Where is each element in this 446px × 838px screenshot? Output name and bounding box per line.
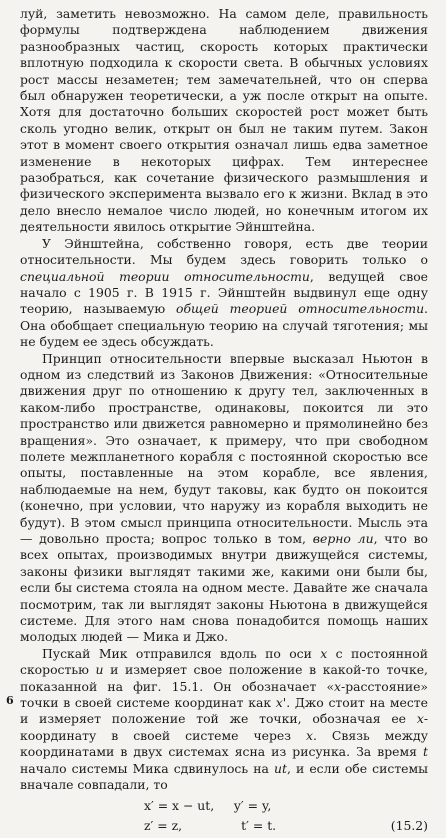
paragraph	[20, 6, 428, 236]
italic-term: ut	[273, 760, 287, 776]
italic-term: u	[95, 662, 104, 678]
italic-term: специальной теории относительности	[20, 268, 310, 284]
text-run: Принцип относительности впервые высказал Ньютон в одном из следствий из Законов Движения: «Относительные движения друг по отношению к другу тел, заключенных в каком-либо пространстве, одинаковы, покоится ли это пространство или движется равномерно и прямолинейно без вращения». Это означает, к примеру, что при свободном полете межпланетного корабля с постоянной скоростью все опыты, поставленные на этом корабле, все явления, наблюдаемые на нем, будут таковы, как будто он покоится (конечно, при условии, что наружу из корабля выходить не будут). В этом смысл принципа относительности. Мысль эта — довольно проста; вопрос только в том,	[20, 350, 428, 546]
italic-term: x'	[275, 695, 287, 711]
text-run: , и если обе системы вначале совпадали, то	[20, 760, 428, 793]
text-run: У Эйнштейна, собственно говоря, есть две теории относительности. Мы будем здесь говорить только о	[20, 235, 428, 268]
text-run: . Связь между координатами в двух системах ясна из рисунка. За время	[20, 727, 428, 760]
text-run: -расстояние» точки в своей системе координат как	[20, 678, 428, 711]
text-run: , что во всех опытах, производимых внутри движущейся системы, законы физики выглядят такими же, какими они были бы, если бы система стояла на одном месте. Давайте же сначала посмотрим, так ли выглядят законы Ньютона в движущейся системе. Для этого нам снова понадобится помощь наших молодых людей — Мика и Джо.	[20, 531, 429, 645]
italic-term: x	[416, 711, 424, 727]
formula-line-1: x′ = x − ut, y′ = y,	[144, 797, 272, 813]
italic-term: x	[320, 645, 328, 661]
italic-term: общей теорией относительности	[176, 301, 425, 317]
equation-number: (15.2)	[390, 817, 428, 833]
text-run: с постоянной скоростью	[20, 645, 429, 678]
text-run: . Она обобщает специальную теорию на случай тяготения; мы не будем ее здесь обсуждать.	[20, 301, 428, 350]
text-run: -координату в своей системе через	[20, 711, 428, 743]
text-body	[20, 6, 428, 794]
text-run: и измеряет свое положение в какой-то точке, показанной на фиг. 15.1. Он обозначает «	[20, 662, 428, 694]
text-run: , ведущей свое начало с 1905 г. В 1915 г. Эйнштейн выдвинул еще одну теорию, называемую	[20, 268, 428, 317]
paragraph	[20, 236, 428, 351]
paragraph	[20, 646, 428, 794]
formula-line-2: z′ = z, t′ = t.	[144, 817, 277, 833]
italic-term: верно ли	[312, 531, 374, 546]
formula-15-2	[20, 796, 428, 838]
text-run: начало системы Мика сдвинулось на	[20, 760, 274, 776]
text-run: луй, заметить невозможно. На самом деле, правильность формулы подтверждена наблюдением движения разнообразных частиц, скорость которых практически вплотную подходила к скорости света. В обычных условиях рост массы незаметен; тем замечательней, что он сперва был обнаружен теоретически, а уж после открыт на опыте. Хотя для достаточно больших скоростей рост может быть сколь угодно велик, открыт он был не таким путем. Закон этот в момент своего открытия означал лишь едва заметное изменение в некоторых цифрах. Тем интереснее разобраться, как сочетание физического размышления и физического эксперимента вызвало его к жизни. Вклад в это дело внесло немалое число людей, но конечным итогом их деятельности явилось открытие Эйнштейна.	[20, 6, 428, 235]
italic-term: x	[334, 678, 342, 694]
text-run: Пускай Мик отправился вдоль по оси	[42, 645, 321, 661]
paragraph	[20, 351, 428, 646]
italic-term: x	[306, 727, 313, 743]
text-run: . Джо стоит на месте и измеряет положение той же точки, обозначая ее	[20, 695, 428, 727]
italic-term: t	[423, 744, 428, 760]
page-number: 6	[6, 694, 14, 707]
